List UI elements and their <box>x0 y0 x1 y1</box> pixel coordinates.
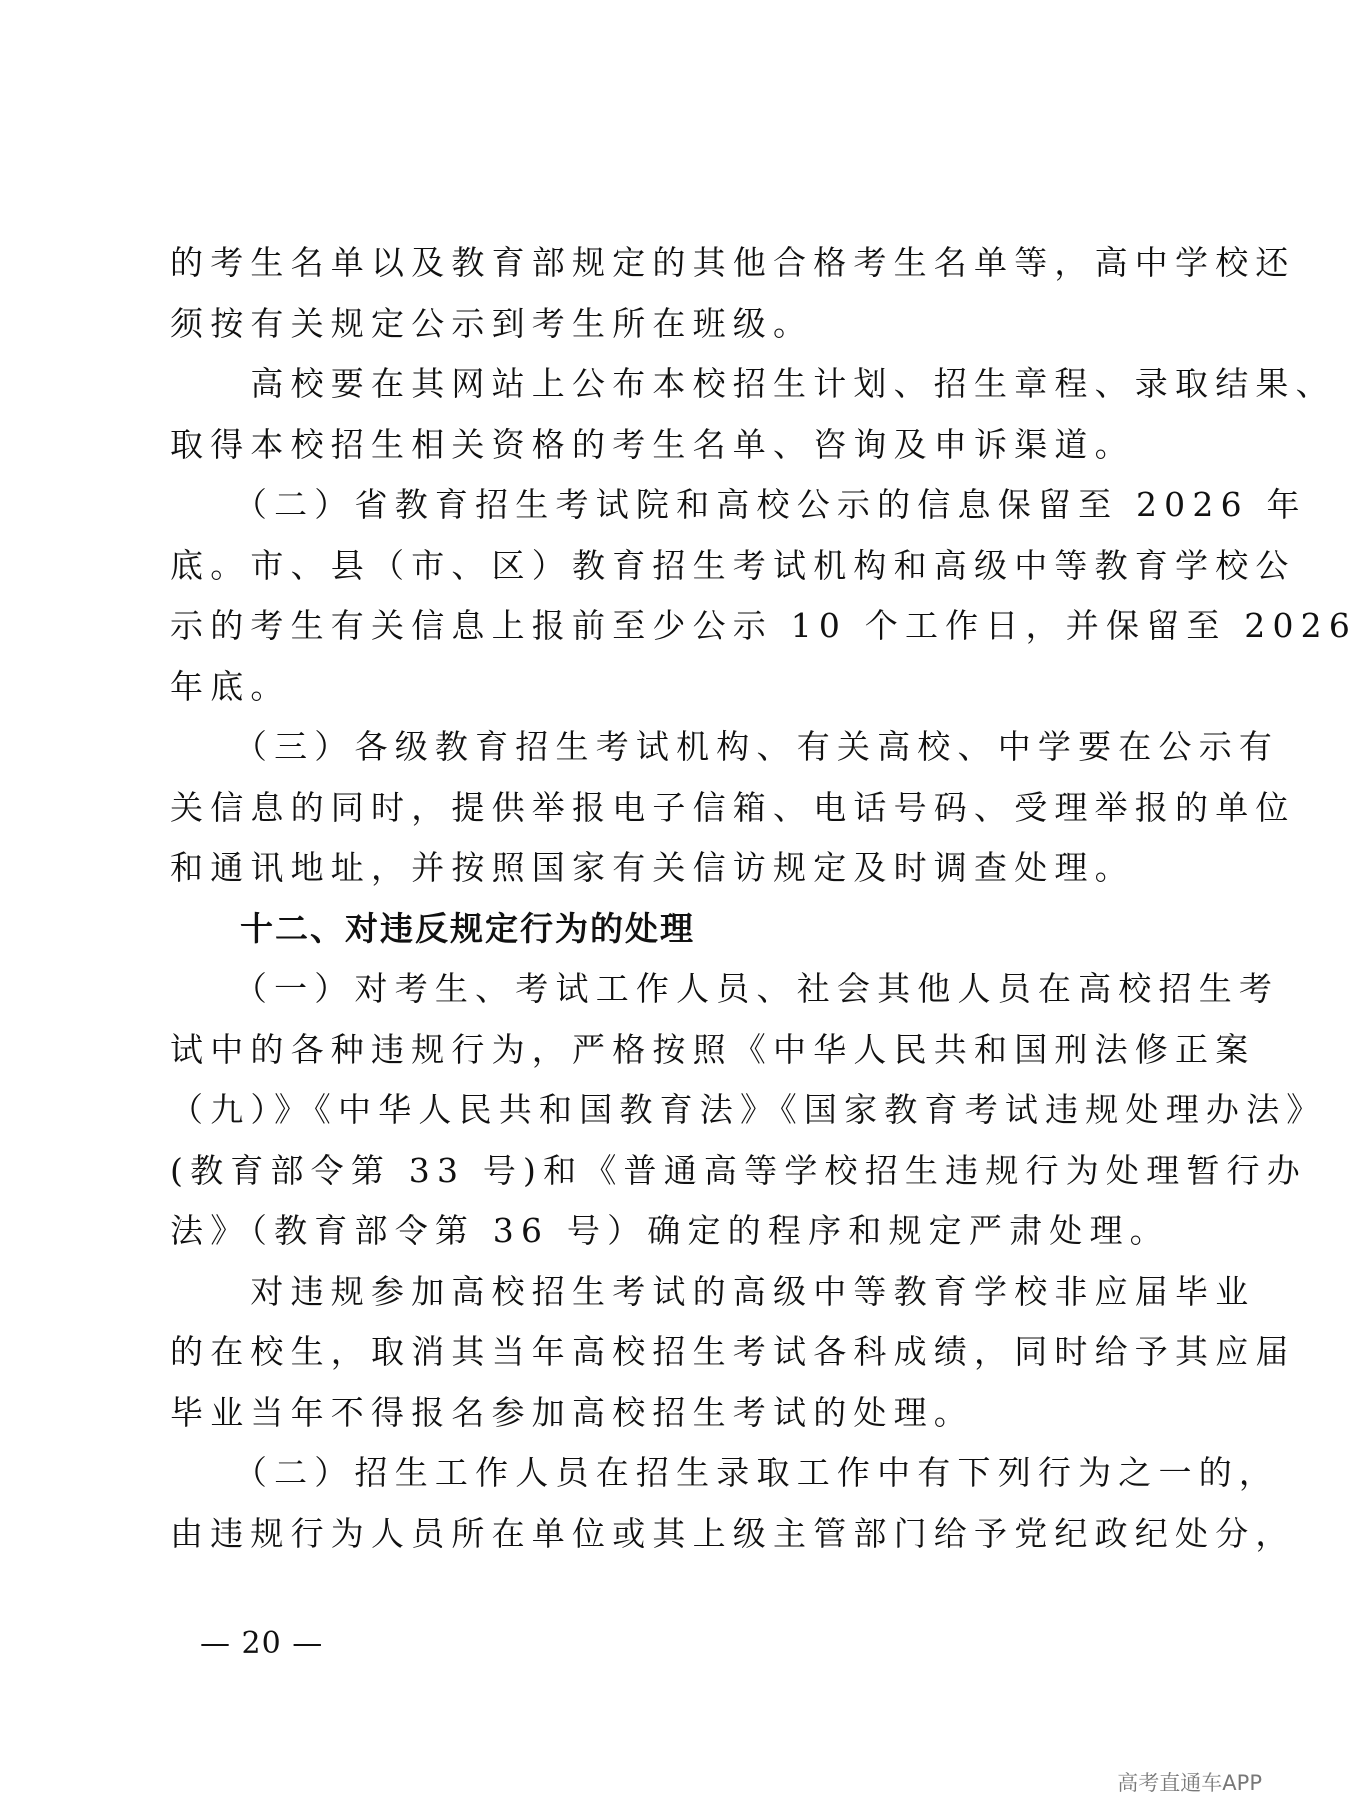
text-line: 关信息的同时，提供举报电子信箱、电话号码、受理举报的单位 <box>170 787 1296 827</box>
text-line: （一）对考生、考试工作人员、社会其他人员在高校招生考 <box>170 969 1280 1008</box>
text-line: （二）招生工作人员在招生录取工作中有下列行为之一的， <box>170 1453 1280 1492</box>
page-number: — 20 — <box>200 1626 324 1661</box>
document-body <box>170 233 1357 1564</box>
text-line: (教育部令第 33 号)和《普通高等学校招生违规行为处理暂行办 <box>170 1150 1307 1190</box>
text-line: 取得本校招生相关资格的考生名单、咨询及申诉渠道。 <box>170 424 1135 464</box>
text-line: 年底。 <box>170 666 291 706</box>
text-line: 法》（教育部令第 36 号）确定的程序和规定严肃处理。 <box>170 1211 1170 1250</box>
text-line: 的考生名单以及教育部规定的其他合格考生名单等，高中学校还 <box>170 243 1296 282</box>
text-line: 底。市、县（市、区）教育招生考试机构和高级中等教育学校公 <box>170 545 1296 585</box>
text-line: 毕业当年不得报名参加高校招生考试的处理。 <box>170 1392 974 1432</box>
text-line: 试中的各种违规行为，严格按照《中华人民共和国刑法修正案 <box>170 1029 1256 1069</box>
text-line: 对违规参加高校招生考试的高级中等教育学校非应届毕业 <box>170 1271 1256 1311</box>
text-line: （三）各级教育招生考试机构、有关高校、中学要在公示有 <box>170 727 1280 766</box>
text-line: （二）省教育招生考试院和高校公示的信息保留至 2026 年 <box>170 485 1307 524</box>
text-line: 由违规行为人员所在单位或其上级主管部门给予党纪政纪处分， <box>170 1513 1296 1553</box>
text-line: （九）》《中华人民共和国教育法》《国家教育考试违规处理办法》 <box>170 1090 1327 1129</box>
text-line: 高校要在其网站上公布本校招生计划、招生章程、录取结果、 <box>170 364 1336 403</box>
watermark-text: 高考直通车APP <box>1117 1771 1262 1795</box>
text-line: 须按有关规定公示到考生所在班级。 <box>170 303 814 343</box>
text-line: 示的考生有关信息上报前至少公示 10 个工作日，并保留至 2026 <box>170 606 1357 645</box>
text-line: 的在校生，取消其当年高校招生考试各科成绩，同时给予其应届 <box>170 1332 1296 1371</box>
text-line: 和通讯地址，并按照国家有关信访规定及时调查处理。 <box>170 848 1135 887</box>
section-heading: 十二、对违反规定行为的处理 <box>170 908 695 948</box>
